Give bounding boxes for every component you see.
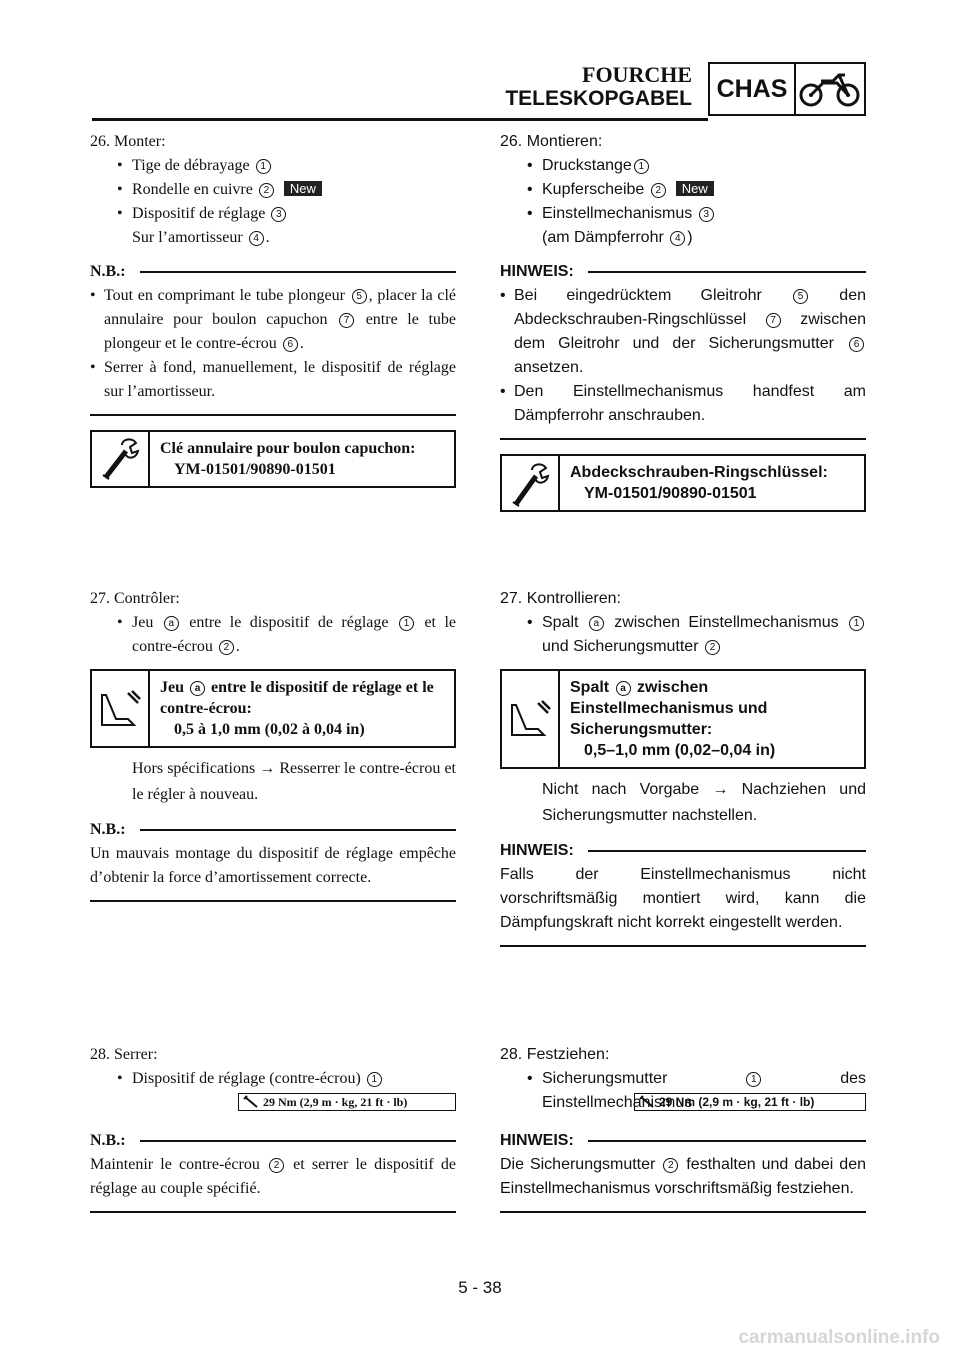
special-tool-box [500, 454, 866, 512]
torque-wrench-icon [243, 1095, 259, 1109]
new-badge: New [676, 181, 714, 196]
note-end-rule [90, 1211, 456, 1213]
note-bullet: • Bei eingedrücktem Gleitrohr 5 den Abdeckschrauben-Ringschlüssel 7 zwischen dem Gleitrohr und der Sicherungsmutter 6 ansetzen. [500, 284, 866, 380]
note-end-rule [500, 1211, 866, 1213]
note-text: Maintenir le contre-écrou 2 et serrer le dispositif de réglage au couple spécifié. [90, 1156, 456, 1197]
callout-number: 5 [793, 289, 808, 304]
note-header [90, 260, 456, 284]
caliper-icon [502, 671, 560, 767]
spec-label: Jeu a entre le dispositif de réglage et le contre-écrou: [160, 679, 434, 717]
callout-number: 3 [271, 207, 286, 222]
note-text: Falls der Einstellmechanismus nicht vorschriftsmäßig montiert wird, kann die Dämpfungskraft nicht korrekt eingestellt werden. [500, 866, 866, 931]
list-item: • Jeu a entre le dispositif de réglage 1 et le contre-écrou 2 . [90, 611, 456, 659]
note-header [90, 818, 456, 842]
section-label: CHAS [710, 64, 796, 114]
callout-number: 6 [849, 337, 864, 352]
note-header [500, 260, 866, 284]
item-label: Dispositif de réglage [132, 205, 266, 222]
out-of-spec-text: Hors spécifications → Resserrer le contre-écrou et le régler à nouveau. [132, 760, 456, 803]
note-header [500, 1129, 866, 1153]
step-heading: 27. Kontrollieren: [500, 590, 621, 607]
de-step-27 [500, 587, 866, 947]
spec-value: 0,5–1,0 mm (0,02–0,04 in) [584, 742, 776, 759]
tool-code: YM-01501/90890-01501 [174, 461, 336, 478]
note-label: N.B.: [90, 821, 126, 838]
step-heading: 28. Festziehen: [500, 1046, 610, 1063]
spec-box [90, 669, 456, 748]
wrench-icon [502, 456, 560, 510]
callout-letter: a [616, 681, 631, 696]
callout-number: 7 [339, 313, 354, 328]
callout-number: 1 [399, 616, 414, 631]
section-badge [708, 62, 866, 116]
note-label: HINWEIS: [500, 263, 574, 280]
fr-step-27 [90, 587, 456, 902]
spec-box [500, 669, 866, 769]
torque-value: 29 Nm (2,9 m · kg, 21 ft · lb) [659, 1095, 815, 1109]
tool-code: YM-01501/90890-01501 [584, 485, 757, 502]
callout-number: 7 [766, 313, 781, 328]
torque-row [90, 1093, 456, 1117]
note-end-rule [90, 414, 456, 416]
list-item [90, 202, 456, 226]
note-label: HINWEIS: [500, 842, 574, 859]
note-text: Un mauvais montage du dispositif de réglage empêche d’obtenir la force d’amortissement correcte. [90, 845, 456, 886]
note-bullet: • Tout en comprimant le tube plongeur 5 , placer la clé annulaire pour boulon capuchon 7 entre le tube plongeur et le contre-écrou 6 . [90, 284, 456, 356]
spec-value: 0,5 à 1,0 mm (0,02 à 0,04 in) [174, 721, 365, 738]
note-text: Die Sicherungsmutter 2 festhalten und dabei den Einstellmechanismus vorschriftsmäßig festziehen. [500, 1156, 867, 1197]
callout-letter: a [190, 681, 205, 696]
callout-number: 5 [352, 289, 367, 304]
callout-number: 1 [367, 1072, 382, 1087]
step-heading: 27. Contrôler: [90, 590, 180, 607]
list-item [500, 178, 866, 202]
fr-step-28 [90, 1043, 456, 1213]
spec-label: Spalt a zwischen Einstellmechanismus und Sicherungsmutter: [570, 679, 768, 738]
callout-number: 3 [699, 207, 714, 222]
item-sub: Sur l’amortisseur 4 . [132, 229, 270, 246]
callout-number: 1 [634, 159, 649, 174]
list-item [500, 154, 866, 178]
note-header [90, 1129, 456, 1153]
list-item [90, 178, 456, 202]
page-number: 5 - 38 [458, 1278, 502, 1297]
caliper-icon [92, 671, 150, 746]
de-step-26 [500, 130, 866, 512]
callout-number: 2 [663, 1158, 678, 1173]
torque-value: 29 Nm (2,9 m · kg, 21 ft · lb) [263, 1095, 408, 1109]
sub-text: Sur l’amortisseur [132, 229, 243, 246]
item-label: Tige de débrayage [132, 157, 250, 174]
callout-number: 1 [256, 159, 271, 174]
item-label: Rondelle en cuivre [132, 181, 253, 198]
note-bullet: • Serrer à fond, manuellement, le dispositif de réglage sur l’amortisseur. [90, 356, 456, 404]
new-badge: New [284, 181, 322, 196]
callout-number: 2 [219, 640, 234, 655]
note-label: N.B.: [90, 263, 126, 280]
header-title-de: TELESKOPGABEL [505, 87, 692, 110]
callout-letter: a [164, 616, 179, 631]
note-header [500, 839, 866, 863]
note-end-rule [500, 945, 866, 947]
step-heading: 26. Montieren: [500, 133, 603, 150]
item-label: Druckstange [542, 157, 632, 174]
motorcycle-icon [796, 64, 864, 114]
callout-number: 2 [651, 183, 666, 198]
watermark: carmanualsonline.info [738, 1327, 940, 1348]
callout-number: 1 [849, 616, 864, 631]
callout-number: 2 [269, 1158, 284, 1173]
callout-number: 4 [249, 231, 264, 246]
callout-letter: a [589, 616, 604, 631]
note-label: HINWEIS: [500, 1132, 574, 1149]
note-label: N.B.: [90, 1132, 126, 1149]
out-of-spec-text: Nicht nach Vorgabe → Nachziehen und Sicherungsmutter nachstellen. [542, 781, 866, 824]
fr-step-26 [90, 130, 456, 488]
header-title-fr: FOURCHE [582, 62, 692, 87]
note-end-rule [500, 438, 866, 440]
step-heading: 26. Monter: [90, 133, 166, 150]
list-item: • Sicherungsmutter 1 des Einstellmechanismus [500, 1067, 866, 1115]
note-bullet: • Den Einstellmechanismus handfest am Dämpferrohr anschrauben. [500, 380, 866, 428]
item-label: Kupferscheibe [542, 181, 645, 198]
list-item [90, 154, 456, 178]
note-end-rule [90, 900, 456, 902]
torque-box [238, 1093, 456, 1111]
special-tool-box [90, 430, 456, 488]
tool-name: Clé annulaire pour boulon capuchon: [160, 440, 416, 457]
callout-number: 1 [746, 1072, 761, 1087]
callout-number: 6 [283, 337, 298, 352]
item-sub: (am Dämpferrohr 4 ) [542, 229, 693, 246]
callout-number: 4 [670, 231, 685, 246]
wrench-icon [92, 432, 150, 486]
callout-number: 2 [705, 640, 720, 655]
list-item [500, 202, 866, 226]
de-step-28 [500, 1043, 866, 1213]
list-item: • Spalt a zwischen Einstellmechanismus 1 und Sicherungsmutter 2 [500, 611, 866, 659]
list-item: • Dispositif de réglage (contre-écrou) 1 [90, 1067, 456, 1091]
step-heading: 28. Serrer: [90, 1046, 158, 1063]
header-rule [92, 118, 708, 121]
tool-name: Abdeckschrauben-Ringschlüssel: [570, 464, 828, 481]
item-label: Einstellmechanismus [542, 205, 693, 222]
callout-number: 2 [259, 183, 274, 198]
